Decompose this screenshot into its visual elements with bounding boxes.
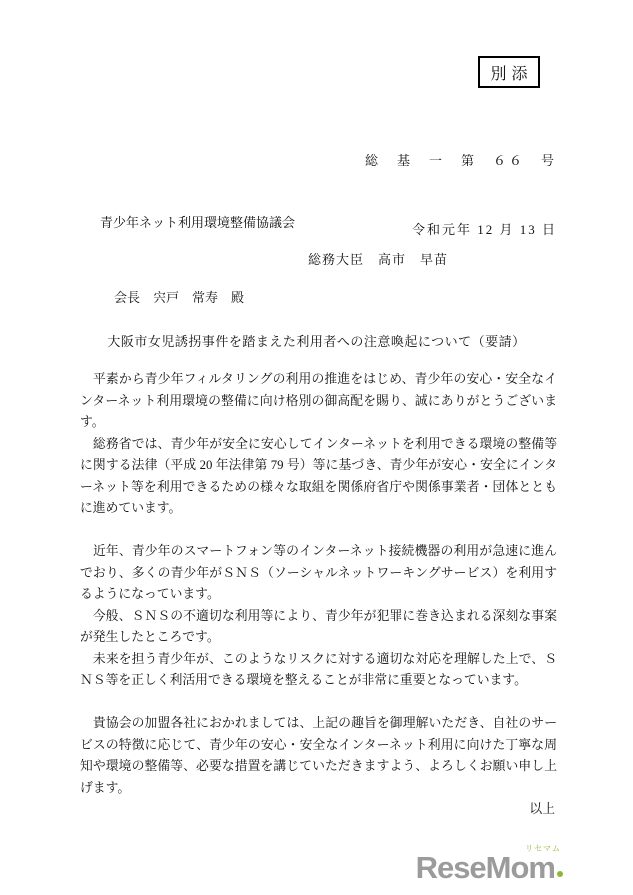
addressee-person: 会長 宍戸 常寿 殿 [114,290,245,305]
logo-kana-label: リセマム [525,844,561,853]
document-number: 総 基 一 第 ６６ 号 [364,153,557,168]
paragraph-ministry-efforts: 総務省では、青少年が安全に安心してインターネットを利用できる環境の整備等に関する法律（平成 20 年法律第 79 号）等に基づき、青少年が安心・安全にインターネット等を利用できるための様々な取組を関係府省庁や関係事業者・団体とともに進めています。 [80,436,557,515]
closing-phrase: 以上 [529,802,555,816]
attachment-label: 別添 [490,65,533,83]
document-title: 大阪市女児誘拐事件を踏まえた利用者への注意喚起について（要請） [107,334,526,349]
addressee-block [100,160,295,360]
paragraph-incident: 今般、ＳＮＳの不適切な利用等により、青少年が犯罪に巻き込まれる深刻な事案が発生したところです。 [80,608,557,644]
document-date: 令和元年 12 月 13 日 [411,222,557,237]
document-body [80,369,557,821]
paragraph-request: 貴協会の加盟各社におかれましては、上記の趣旨を御理解いただき、自社のサービスの特徴に応じて、青少年の安心・安全なインターネット利用に向けた丁寧な周知や環境の整備等、必要な措置を講じていただきますよう、よろしくお願い申し上げます。 [80,716,557,795]
paragraph-sns-usage: 近年、青少年のスマートフォン等のインターネット接続機器の利用が急速に進んでおり、多くの青少年がＳＮＳ（ソーシャルネットワーキングサービス）を利用するようになっています。 [80,544,557,601]
logo-text: ReseMom [415,850,555,885]
paragraph-importance: 未来を担う青少年が、このようなリスクに対する適切な対応を理解した上で、ＳＮＳ等を正しく利活用できる環境を整えることが非常に重要となっています。 [80,651,557,687]
paragraph-greeting: 平素から青少年フィルタリングの利用の推進をはじめ、青少年の安心・安全なインターネット利用環境の整備に向け格別の御高配を賜り、誠にありがとうございます。 [80,372,557,429]
attachment-label-box [478,56,540,88]
resemom-logo [415,844,563,885]
sender-name: 総務大臣 高市 早苗 [308,252,449,267]
addressee-organization: 青少年ネット利用環境整備協議会 [100,215,296,230]
logo-accent-dot [557,871,563,877]
